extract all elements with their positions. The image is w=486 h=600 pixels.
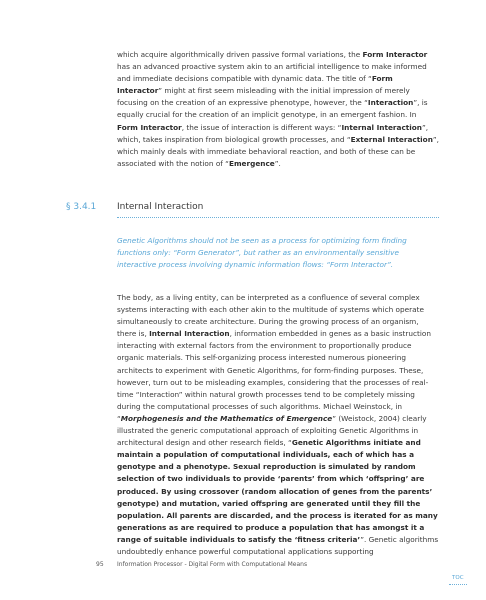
text-run: The body, as a living entity, can be interpreted as a confluence of several complex systems interacting with each other akin to the multitude of systems which operate simultaneously to create architecture. During the growing process of an organism, there is, <box>117 293 424 339</box>
footer-title: Information Processor - Digital Form with Computational Means <box>117 561 308 568</box>
bold-term: Form Interactor <box>117 74 393 96</box>
text-run: ”, which mainly deals with immediate behavioral reaction, and both of these can be associated with the notion of “ <box>117 134 439 168</box>
text-run: , information embedded in genes as a basic instruction interacting with external factors from the environment to proportionally produce organic materials. This self-organizing process interested numerous pioneering architects to experiment with Genetic Algorithms, for form-finding purposes. These, however, turn out to be misleading examples, considering that the processes of real-time “Interaction” within natural growth processes tend to be completely missing during the computational processes of such algorithms. Michael Weinstock, in “ <box>117 329 431 423</box>
text-run: ”, which, takes inspiration from biological growth processes, and “ <box>117 122 429 144</box>
bold-term: Interaction <box>367 98 414 108</box>
bold-term: Emergence <box>228 158 275 168</box>
section-number: § 3.4.1 <box>66 202 97 212</box>
text-run: ”. Genetic algorithms undoubtedly enhance powerful computational applications supporting <box>117 534 439 556</box>
intro-paragraph <box>117 49 439 170</box>
page-number: 95 <box>96 561 104 568</box>
text-run: ”, is equally crucial for the creation of an implicit genotype, in an emergent fashion. In <box>117 98 428 120</box>
bold-term: Form Interactor <box>362 50 428 59</box>
section-divider <box>117 217 439 218</box>
section-heading <box>0 202 486 218</box>
page-footer <box>0 561 486 575</box>
cited-title: Morphogenesis and the Mathematics of Emergence <box>120 413 333 423</box>
bold-term: Internal Interaction <box>149 329 230 339</box>
text-run: which acquire algorithmically driven passive formal variations, the <box>117 50 363 59</box>
toc-link[interactable]: TOC <box>452 575 464 581</box>
text-run: ” (Weistock, 2004) clearly illustrated the generic computational approach of exploiting Genetic Algorithms in architectural design and other research fields, “ <box>117 413 427 448</box>
text-run: has an advanced proactive system akin to an artificial intelligence to make informed and immediate decisions compatible with dynamic data. The title of “ <box>117 62 427 84</box>
text-run: , the issue of interaction is different ways: “ <box>181 122 342 132</box>
section-title: Internal Interaction <box>117 202 204 212</box>
text-run: ”. <box>274 158 281 168</box>
bold-term: Internal Interaction <box>341 122 422 132</box>
bold-quote: Genetic Algorithms initiate and maintain a population of computational individuals, each of which has a genotype and a phenotype. Sexual reproduction is simulated by random selection of two individuals to provide ‘parents’ from which ‘offspring’ are produced. By using crossover (random allocation of genes from the parents’ genotype) and mutation, varied offspring are generated until they fill the population. All parents are discarded, and the process is iterated for as many generations as are required to produce a population that has amongst it a range of suitable individuals to satisfy the ‘fitness criteria’ <box>117 438 438 544</box>
bold-term: External Interaction <box>350 134 433 144</box>
text-run: ” might at first seem misleading with the initial impression of merely focusing on the creation of an expressive phenotype, however, the “ <box>117 86 410 108</box>
bold-term: Form Interactor <box>117 122 182 132</box>
section-abstract: Genetic Algorithms should not be seen as a process for optimizing form finding functions only: “Form Generator”, but rather as an environmentally sensitive interactive process involving dynamic information flows: “Form Interactor”. <box>117 236 407 270</box>
body-paragraph <box>117 292 439 558</box>
toc-divider <box>449 584 467 585</box>
